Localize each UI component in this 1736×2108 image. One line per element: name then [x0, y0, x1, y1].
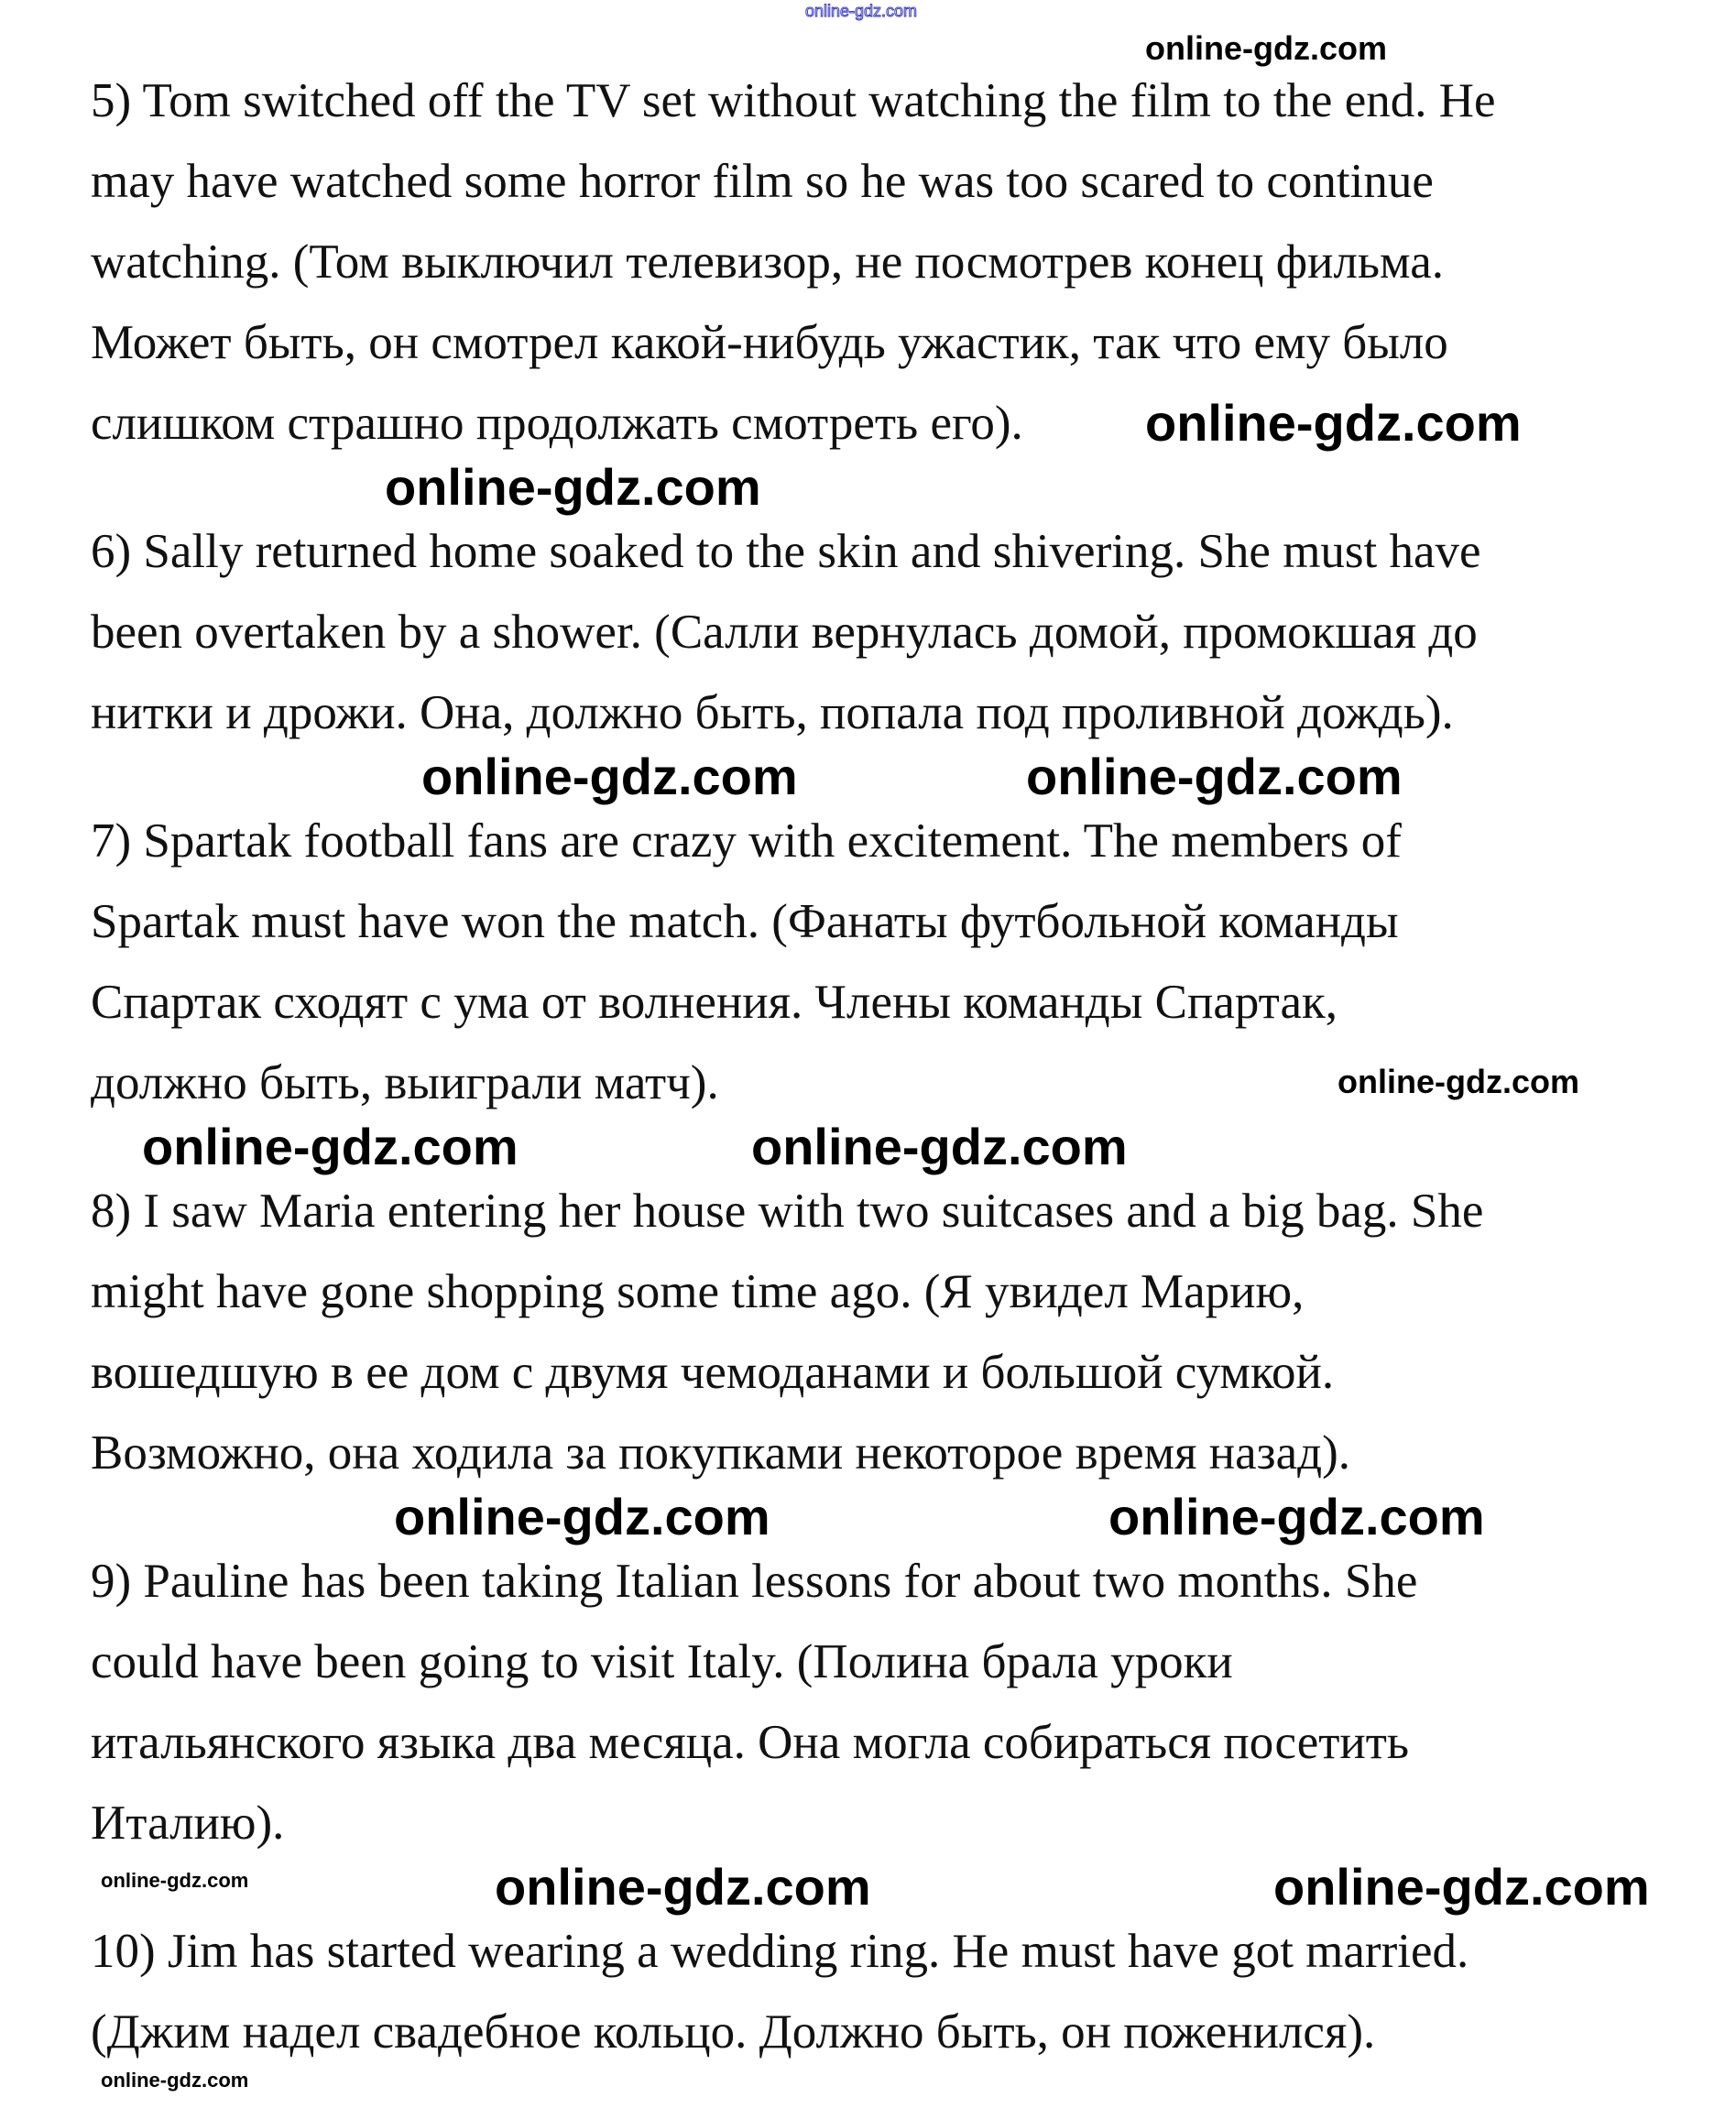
- text-line: 7) Spartak football fans are crazy with excitement. The members of: [91, 814, 1402, 868]
- text-line: (Джим надел свадебное кольцо. Должно быть, он поженился).: [91, 2005, 1376, 2059]
- text-line: could have been going to visit Italy. (Полина брала уроки: [91, 1635, 1233, 1688]
- watermark: online-gdz.com: [804, 2, 918, 20]
- text-line: 8) I saw Maria entering her house with two suitcases and a big bag. She: [91, 1185, 1484, 1238]
- watermark: online-gdz.com: [751, 1118, 1128, 1175]
- text-line: might have gone shopping some time ago. (Я увидел Марию,: [91, 1265, 1305, 1318]
- watermark: online-gdz.com: [1108, 1488, 1485, 1546]
- watermark: online-gdz.com: [1145, 29, 1387, 67]
- watermark: online-gdz.com: [421, 748, 798, 805]
- text-line: Spartak must have won the match. (Фанаты футбольной команды: [91, 895, 1399, 948]
- text-line: watching. (Том выключил телевизор, не посмотрев конец фильма.: [91, 235, 1445, 289]
- text-line: слишком страшно продолжать смотреть его).: [91, 397, 1023, 450]
- watermark: online-gdz.com: [101, 1869, 249, 1892]
- watermark: online-gdz.com: [394, 1488, 770, 1546]
- text-line: may have watched some horror film so he was too scared to continue: [91, 155, 1434, 208]
- watermark: online-gdz.com: [385, 458, 761, 516]
- text-line: 6) Sally returned home soaked to the skin and shivering. She must have: [91, 525, 1481, 578]
- text-line: должно быть, выиграли матч).: [91, 1056, 719, 1109]
- text-line: Может быть, он смотрел какой-нибудь ужастик, так что ему было: [91, 316, 1448, 369]
- text-line: Возможно, она ходила за покупками некоторое время назад).: [91, 1426, 1350, 1480]
- text-line: been overtaken by a shower. (Салли вернулась домой, промокшая до: [91, 606, 1478, 659]
- text-line: Спартак сходят с ума от волнения. Члены команды Спартак,: [91, 976, 1337, 1029]
- text-line: 9) Pauline has been taking Italian lessons for about two months. She: [91, 1555, 1418, 1608]
- watermark: online-gdz.com: [495, 1858, 871, 1916]
- text-line: 5) Tom switched off the TV set without watching the film to the end. He: [91, 74, 1496, 127]
- watermark: online-gdz.com: [101, 2069, 249, 2092]
- watermark: online-gdz.com: [1026, 748, 1403, 805]
- watermark: online-gdz.com: [1145, 394, 1522, 452]
- text-line: 10) Jim has started wearing a wedding ring. He must have got married.: [91, 1925, 1469, 1978]
- text-line: вошедшую в ее дом с двумя чемоданами и большой сумкой.: [91, 1346, 1335, 1399]
- text-line: Италию).: [91, 1797, 285, 1850]
- watermark: online-gdz.com: [1273, 1858, 1650, 1916]
- text-line: нитки и дрожи. Она, должно быть, попала под проливной дождь).: [91, 686, 1454, 739]
- text-line: итальянского языка два месяца. Она могла собираться посетить: [91, 1716, 1410, 1769]
- watermark: online-gdz.com: [142, 1118, 519, 1175]
- watermark: online-gdz.com: [1337, 1063, 1579, 1100]
